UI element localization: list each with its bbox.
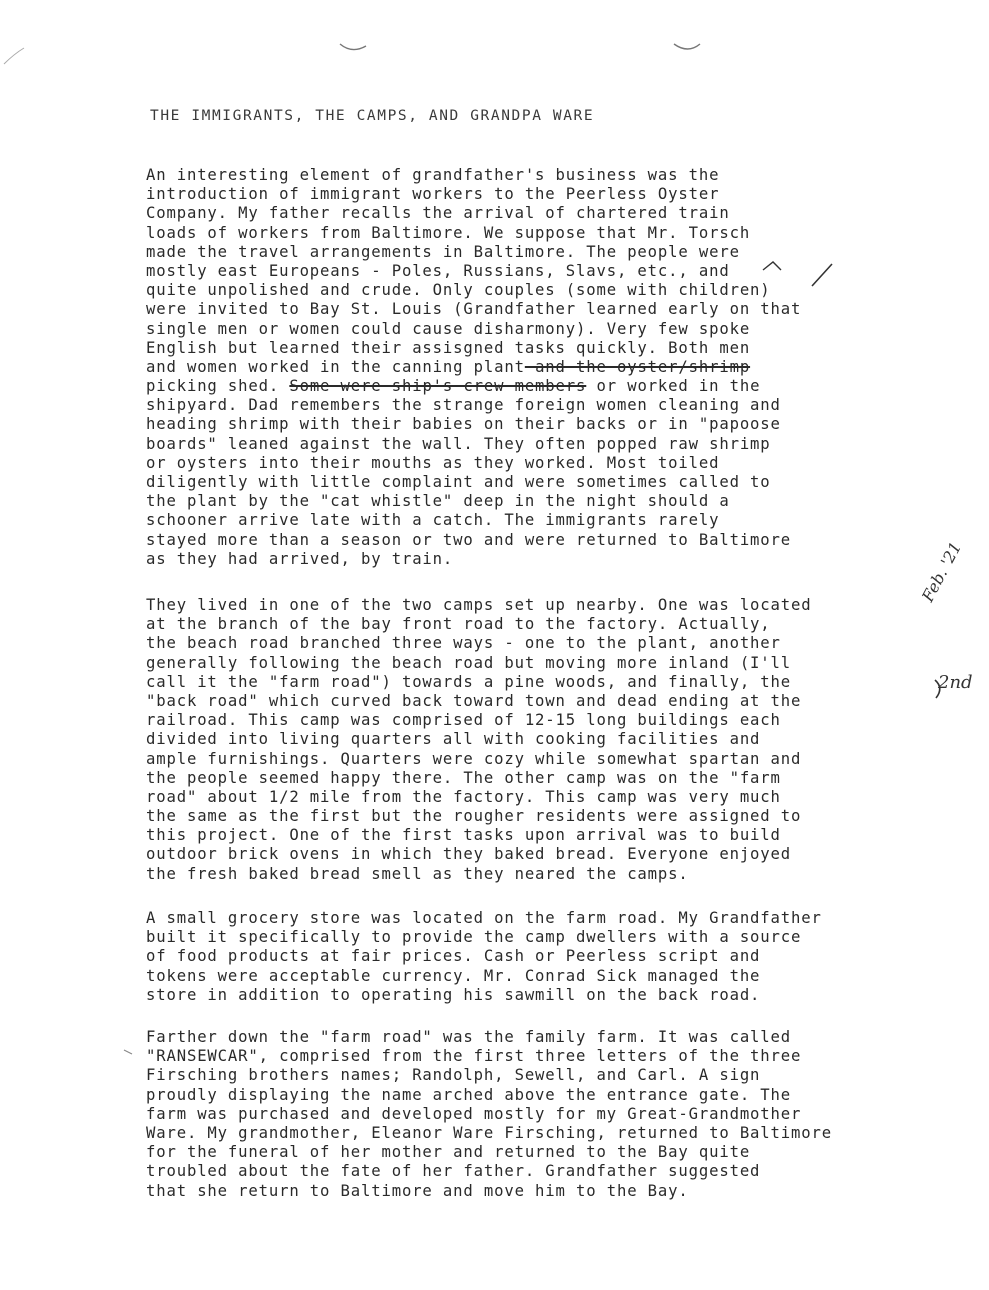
text-line: loads of workers from Baltimore. We suppose that Mr. Torsch [146, 223, 751, 242]
text-line: the people seemed happy there. The other camp was on the "farm [146, 768, 781, 787]
text-line: ample furnishings. Quarters were cozy while somewhat spartan and [146, 749, 802, 768]
text-line: Firsching brothers names; Randolph, Sewell, and Carl. A sign [146, 1066, 761, 1085]
text-line-with-strike [146, 358, 946, 377]
text-line: Ware. My grandmother, Eleanor Ware Firsching, returned to Baltimore [146, 1123, 832, 1142]
text-line: divided into living quarters all with cooking facilities and [146, 730, 761, 749]
paragraph-camps [146, 596, 946, 884]
text-line: were invited to Bay St. Louis (Grandfather learned early on that [146, 300, 802, 319]
punch-mark-left [340, 44, 366, 50]
text-line: troubled about the fate of her father. Grandfather suggested [146, 1162, 761, 1181]
text-line: at the branch of the bay front road to the factory. Actually, [146, 615, 771, 634]
text-line: the plant by the "cat whistle" deep in the night should a [146, 492, 730, 511]
text-line: road" about 1/2 mile from the factory. This camp was very much [146, 787, 781, 806]
text-line: the beach road branched three ways - one to the plant, another [146, 634, 781, 653]
paragraph-family-farm [146, 1028, 946, 1201]
text-line: introduction of immigrant workers to the Peerless Oyster [146, 185, 720, 204]
handwritten-margin-note: Feb. '21 [918, 538, 966, 605]
text-line: the same as the first but the rougher residents were assigned to [146, 807, 802, 826]
struck-text: and the oyster/shrimp [524, 357, 751, 376]
margin-tick [124, 1050, 132, 1054]
text-line: Farther down the "farm road" was the family farm. It was called [146, 1028, 792, 1046]
text-line: "back road" which curved back toward town and dead ending at the [146, 691, 802, 710]
text-line: shipyard. Dad remembers the strange foreign women cleaning and [146, 396, 781, 415]
struck-text: Some were ship's crew members [289, 377, 587, 396]
text-line: farm was purchased and developed mostly for my Great-Grandmother [146, 1104, 802, 1123]
text-line: for the funeral of her mother and returned to the Bay quite [146, 1143, 751, 1162]
text-line: heading shrimp with their babies on their backs or in "papoose [146, 415, 781, 434]
corner-smudge [4, 48, 24, 64]
text-line: outdoor brick ovens in which they baked bread. Everyone enjoyed [146, 845, 792, 864]
text-line: call it the "farm road") towards a pine woods, and finally, the [146, 672, 792, 691]
text-line: quite unpolished and crude. Only couples (some with children) [146, 281, 771, 300]
text-fragment: and women worked in the canning plant [146, 357, 525, 376]
text-line: made the travel arrangements in Baltimore. The people were [146, 242, 740, 261]
text-line: stayed more than a season or two and were returned to Baltimore [146, 530, 792, 549]
text-line: generally following the beach road but moving more inland (I'll [146, 653, 792, 672]
text-line: railroad. This camp was comprised of 12-15 long buildings each [146, 711, 781, 730]
text-line: "RANSEWCAR", comprised from the first three letters of the three [146, 1047, 802, 1066]
text-line: proudly displaying the name arched above the entrance gate. The [146, 1085, 792, 1104]
text-line: single men or women could cause disharmony). Very few spoke [146, 319, 751, 338]
paragraph-grocery-store [146, 909, 946, 1005]
text-line: that she return to Baltimore and move him to the Bay. [146, 1181, 689, 1200]
text-fragment: or worked in the [586, 377, 761, 396]
text-line: of food products at fair prices. Cash or Peerless script and [146, 947, 761, 966]
text-line: schooner arrive late with a catch. The immigrants rarely [146, 511, 720, 530]
text-line: tokens were acceptable currency. Mr. Conrad Sick managed the [146, 966, 761, 985]
text-line: An interesting element of grandfather's business was the [146, 166, 720, 184]
text-line: or oysters into their mouths as they worked. Most toiled [146, 453, 720, 472]
text-line: mostly east Europeans - Poles, Russians, Slavs, etc., and [146, 261, 730, 280]
paragraph-immigrant-workers [146, 166, 946, 569]
text-line: diligently with little complaint and were sometimes called to [146, 473, 771, 491]
text-line-with-strike [146, 377, 946, 396]
handwritten-margin-mark: 2nd [938, 672, 973, 693]
document-title: THE IMMIGRANTS, THE CAMPS, AND GRANDPA WARE [150, 108, 595, 124]
text-line: They lived in one of the two camps set up nearby. One was located [146, 596, 812, 614]
text-line: the fresh baked bread smell as they neared the camps. [146, 864, 689, 883]
text-line: as they had arrived, by train. [146, 549, 454, 568]
text-line: built it specifically to provide the camp dwellers with a source [146, 928, 802, 947]
text-line: boards" leaned against the wall. They often popped raw shrimp [146, 434, 771, 453]
text-line: store in addition to operating his sawmill on the back road. [146, 985, 761, 1004]
text-line: English but learned their assisgned tasks quickly. Both men [146, 338, 751, 357]
text-line: A small grocery store was located on the farm road. My Grandfather [146, 909, 822, 927]
text-line: Company. My father recalls the arrival of chartered train [146, 204, 730, 223]
text-fragment: picking shed. [146, 377, 290, 396]
punch-mark-right [674, 44, 700, 49]
text-line: this project. One of the first tasks upon arrival was to build [146, 826, 781, 845]
